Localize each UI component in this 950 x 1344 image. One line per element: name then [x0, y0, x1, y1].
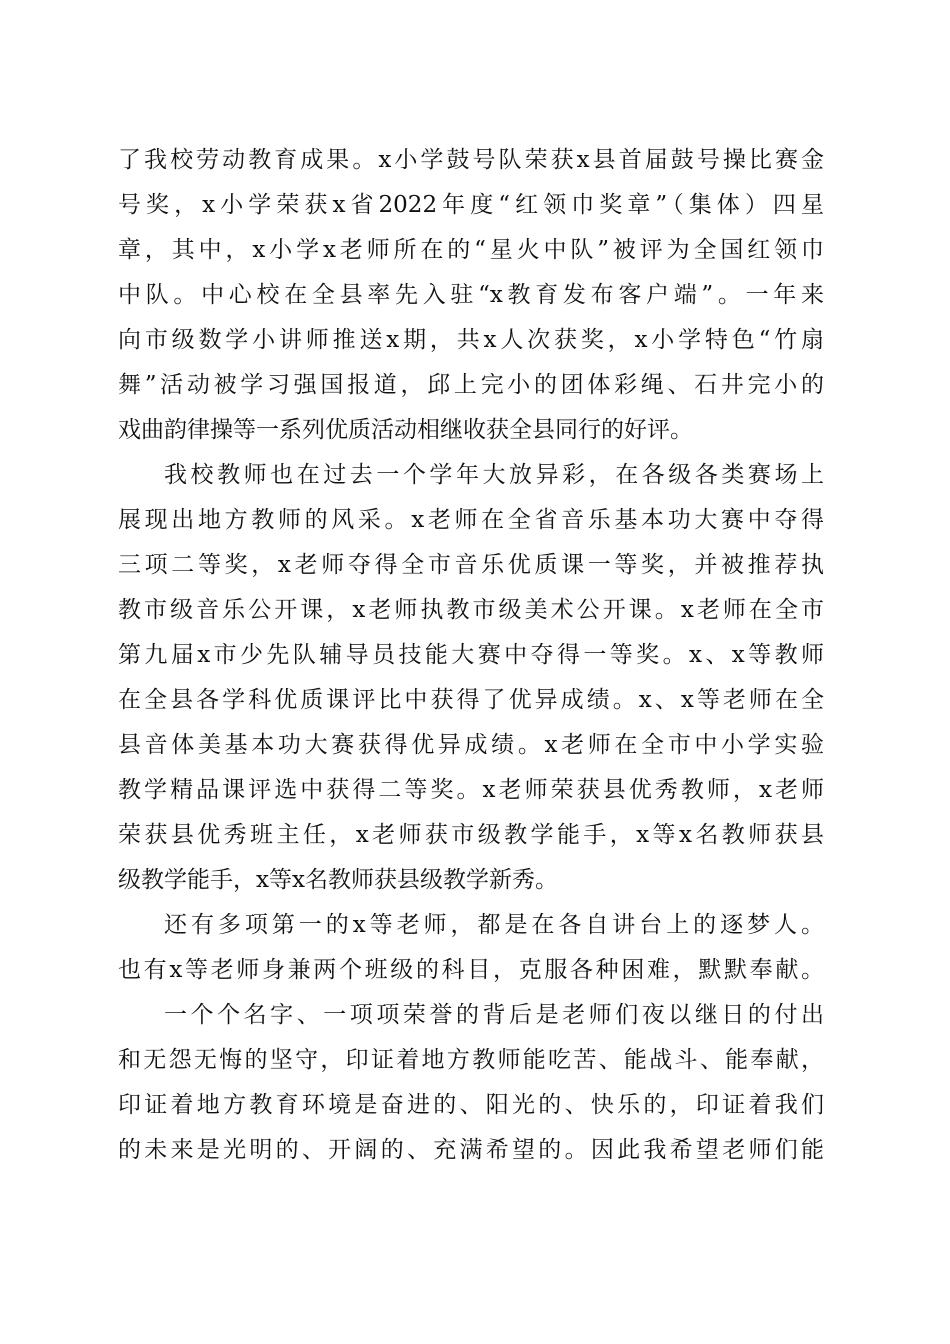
text-line: 一个个名字、一项项荣誉的背后是老师们夜以继日的付出	[164, 1002, 824, 1028]
document-page	[118, 138, 824, 1173]
text-line: 在全县各学科优质课评比中获得了优异成绩。x、x等老师在全	[118, 687, 824, 713]
text-line: 第九届x市少先队辅导员技能大赛中夺得一等奖。x、x等教师	[118, 642, 824, 668]
paragraph	[118, 453, 824, 903]
paragraph	[118, 993, 824, 1173]
text-line: 教学精品课评选中获得二等奖。x老师荣获县优秀教师，x老师	[118, 777, 824, 803]
text-line: 我校教师也在过去一个学年大放异彩，在各级各类赛场上	[164, 462, 824, 488]
text-line: 县音体美基本功大赛获得优异成绩。x老师在全市中小学实验	[118, 732, 824, 758]
text-line: 戏曲韵律操等一系列优质活动相继收获全县同行的好评。	[118, 417, 693, 443]
text-line: 展现出地方教师的风采。x老师在全省音乐基本功大赛中夺得	[118, 507, 824, 533]
text-line: 三项二等奖，x老师夺得全市音乐优质课一等奖，并被推荐执	[118, 552, 824, 578]
text-line: 荣获县优秀班主任，x老师获市级教学能手，x等x名教师获县	[118, 822, 824, 848]
text-line: 中队。中心校在全县率先入驻“x教育发布客户端”。一年来	[118, 282, 824, 308]
text-line: 向市级数学小讲师推送x期，共x人次获奖，x小学特色“竹扇	[118, 327, 824, 353]
text-line: 号奖，x小学荣获x省2022年度“红领巾奖章”（集体）四星	[118, 192, 824, 218]
text-line: 还有多项第一的x等老师，都是在各自讲台上的逐梦人。	[164, 912, 824, 938]
paragraph	[118, 903, 824, 993]
text-line: 章，其中，x小学x老师所在的“星火中队”被评为全国红领巾	[118, 237, 824, 263]
text-line: 和无怨无悔的坚守，印证着地方教师能吃苦、能战斗、能奉献，	[118, 1047, 824, 1073]
text-line: 舞”活动被学习强国报道，邱上完小的团体彩绳、石井完小的	[118, 372, 824, 398]
paragraph	[118, 138, 824, 453]
text-line: 级教学能手，x等x名教师获县级教学新秀。	[118, 867, 558, 893]
text-line: 的未来是光明的、开阔的、充满希望的。因此我希望老师们能	[118, 1137, 824, 1163]
text-line: 教市级音乐公开课，x老师执教市级美术公开课。x老师在全市	[118, 597, 824, 623]
text-line: 了我校劳动教育成果。x小学鼓号队荣获x县首届鼓号操比赛金	[118, 147, 824, 173]
text-line: 也有x等老师身兼两个班级的科目，克服各种困难，默默奉献。	[118, 957, 824, 983]
text-line: 印证着地方教育环境是奋进的、阳光的、快乐的，印证着我们	[118, 1092, 824, 1118]
